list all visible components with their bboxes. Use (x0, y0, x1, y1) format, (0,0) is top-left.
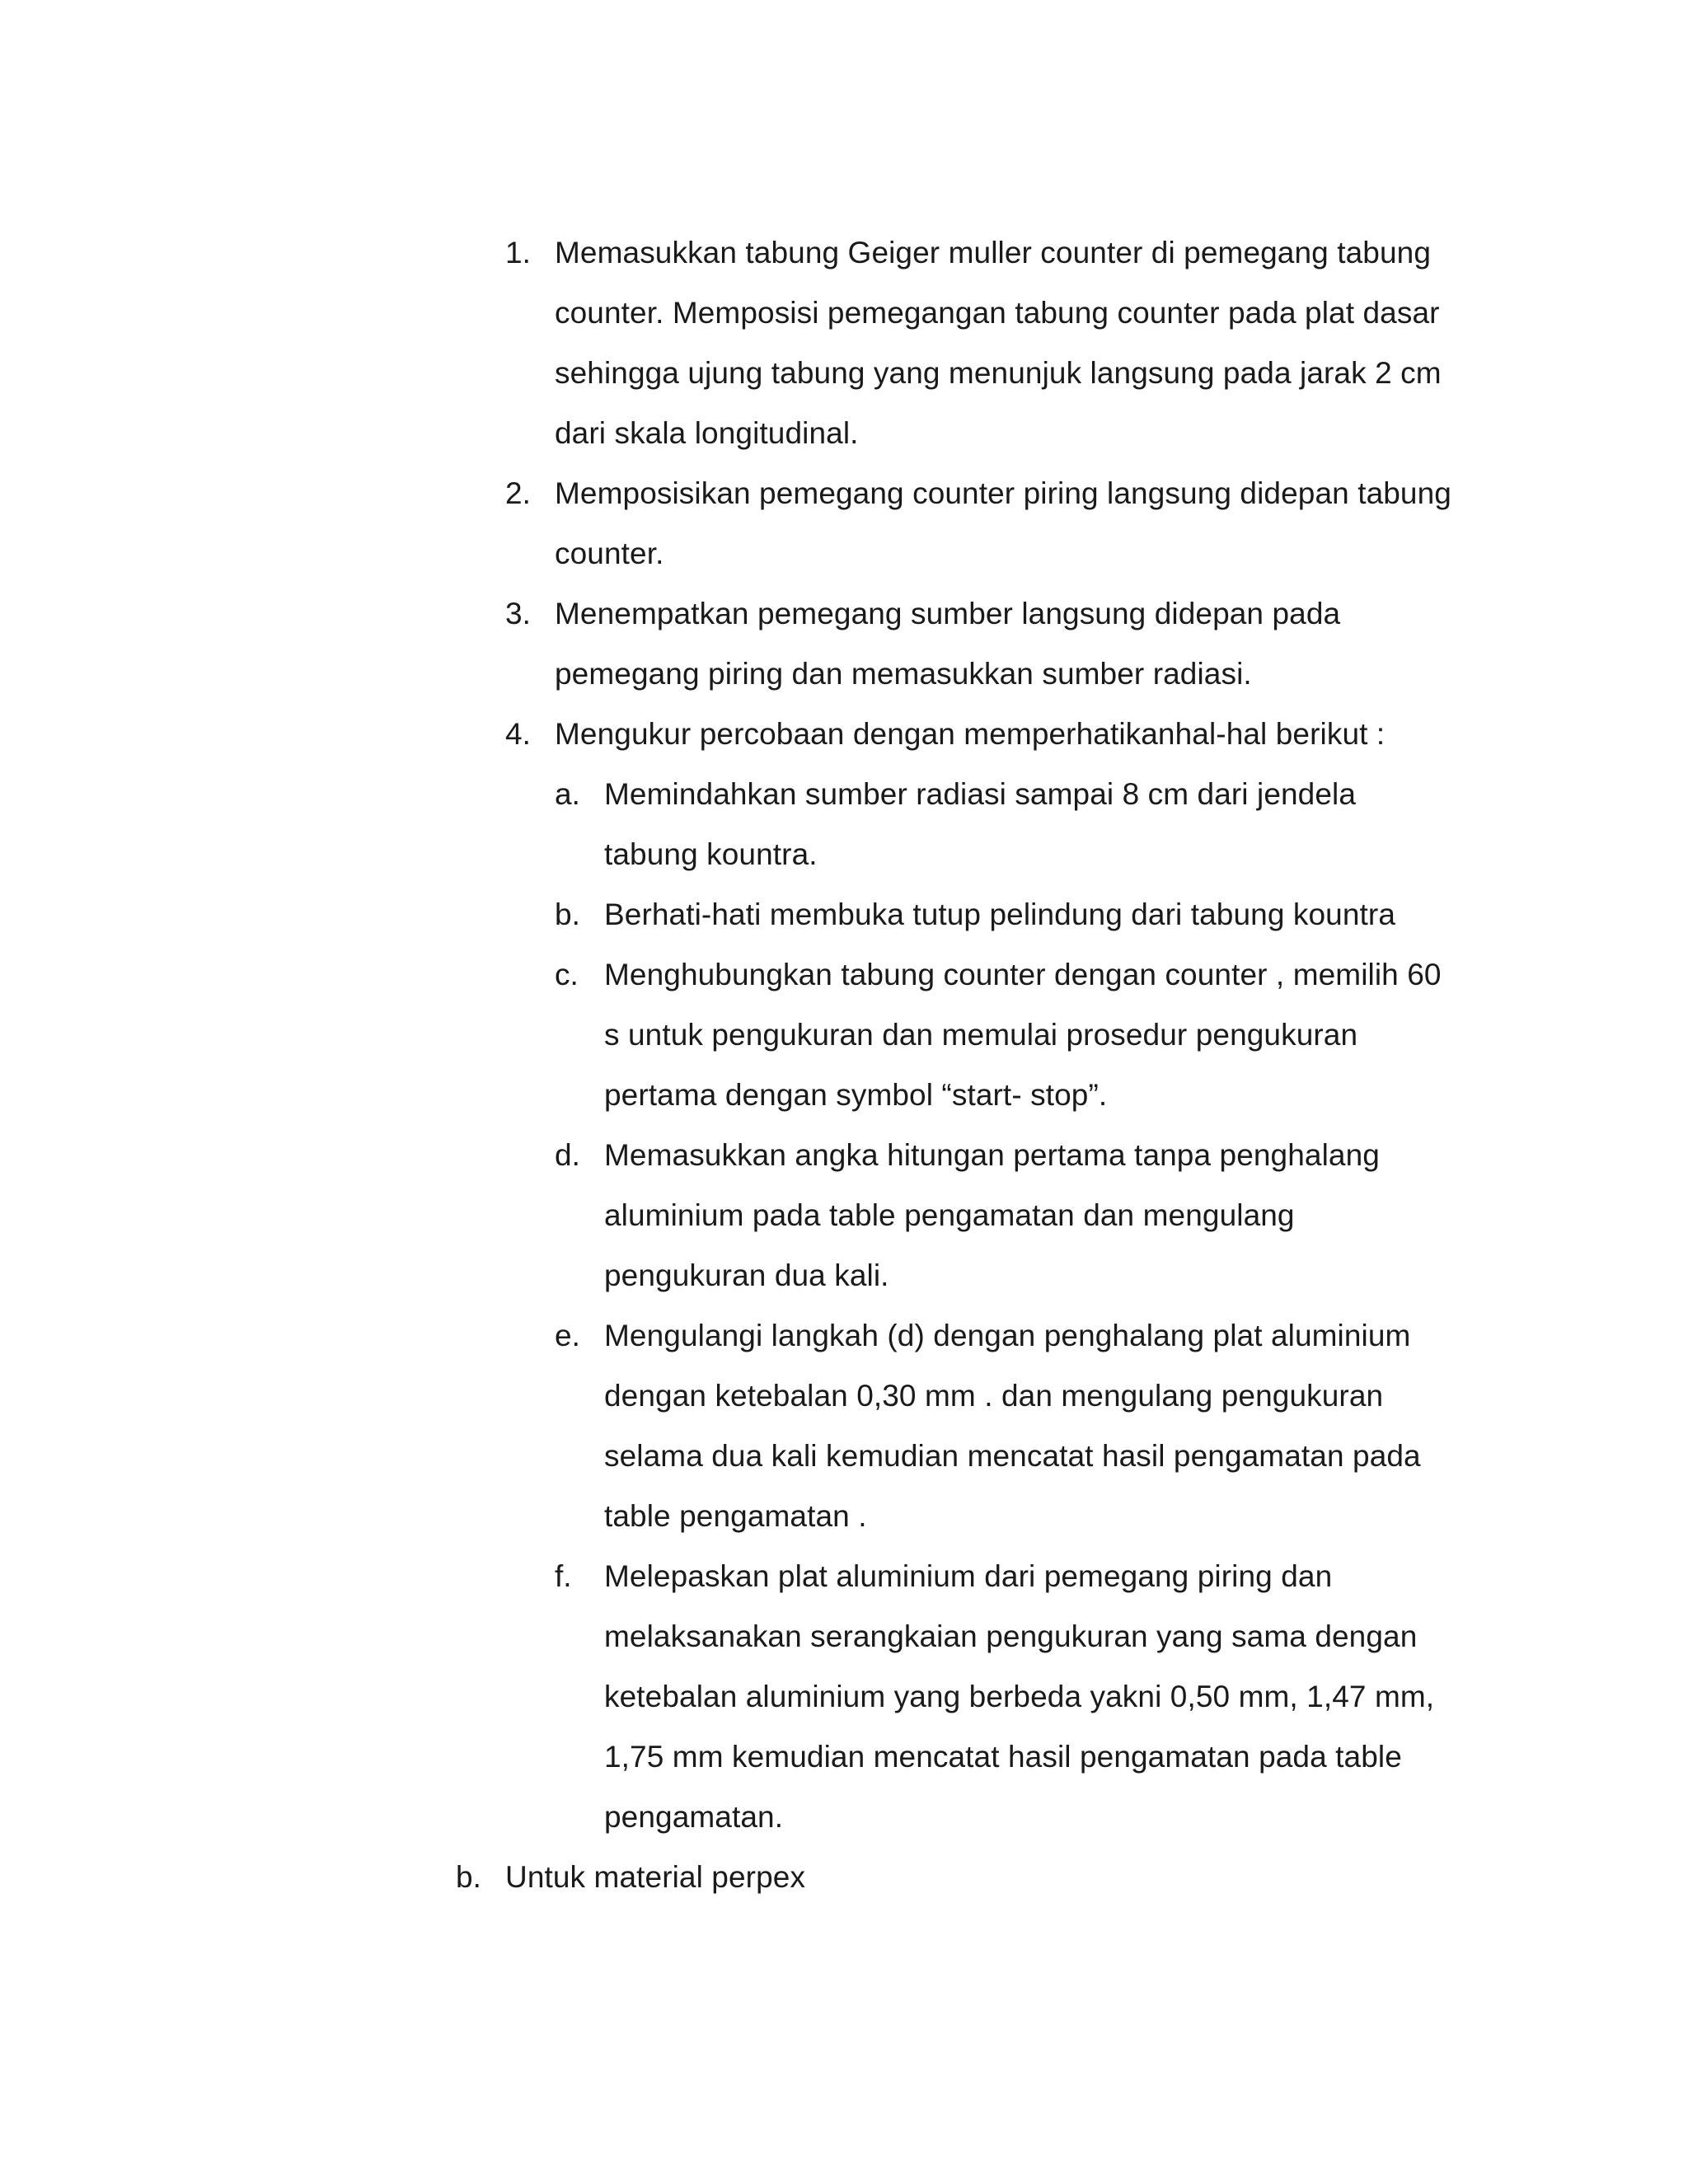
step-4-line-1: Mengukur percobaan dengan memperhatikanhal-hal berikut : (555, 717, 1386, 751)
step-1-line-2: counter. Memposisi pemegangan tabung counter pada plat dasar (555, 296, 1440, 330)
substep-d-line-3: pengukuran dua kali. (604, 1258, 889, 1292)
substep-c-line-2: s untuk pengukuran dan memulai prosedur pengukuran (604, 1018, 1358, 1052)
step-3-line-2: pemegang piring dan memasukkan sumber radiasi. (555, 657, 1252, 691)
substep-f-line-5: pengamatan. (604, 1800, 784, 1834)
substep-f-marker: f. (555, 1559, 572, 1593)
step-1-marker: 1. (505, 236, 531, 269)
step-2-line-1: Memposisikan pemegang counter piring langsung didepan tabung (555, 476, 1451, 510)
substep-e-marker: e. (555, 1319, 580, 1352)
substep-b-line-1: Berhati-hati membuka tutup pelindung dari tabung kountra (604, 898, 1395, 931)
section-b-heading: Untuk material perpex (505, 1860, 806, 1894)
substep-f-line-2: melaksanakan serangkaian pengukuran yang sama dengan (604, 1619, 1418, 1653)
substep-b-marker: b. (555, 898, 580, 931)
substep-c-marker: c. (555, 958, 579, 991)
substep-c-line-1: Menghubungkan tabung counter dengan counter , memilih 60 (604, 958, 1442, 991)
substep-f-line-4: 1,75 mm kemudian mencatat hasil pengamatan pada table (604, 1740, 1402, 1774)
substep-f-line-3: ketebalan aluminium yang berbeda yakni 0,50 mm, 1,47 mm, (604, 1680, 1435, 1713)
substep-d-marker: d. (555, 1138, 580, 1172)
step-1-line-3: sehingga ujung tabung yang menunjuk langsung pada jarak 2 cm (555, 356, 1442, 390)
step-1-line-4: dari skala longitudinal. (555, 416, 859, 450)
step-3-line-1: Menempatkan pemegang sumber langsung didepan pada (555, 597, 1341, 630)
substep-a-line-2: tabung kountra. (604, 837, 818, 871)
step-1-line-1: Memasukkan tabung Geiger muller counter di pemegang tabung (555, 236, 1431, 269)
step-2-line-2: counter. (555, 537, 664, 570)
step-2-marker: 2. (505, 476, 531, 510)
substep-c-line-3: pertama dengan symbol “start- stop”. (604, 1078, 1108, 1112)
substep-e-line-3: selama dua kali kemudian mencatat hasil pengamatan pada (604, 1439, 1421, 1473)
step-4-marker: 4. (505, 717, 531, 751)
substep-d-line-1: Memasukkan angka hitungan pertama tanpa penghalang (604, 1138, 1380, 1172)
section-b-marker: b. (456, 1860, 481, 1894)
step-3-marker: 3. (505, 597, 531, 630)
substep-f-line-1: Melepaskan plat aluminium dari pemegang piring dan (604, 1559, 1333, 1593)
substep-d-line-2: aluminium pada table pengamatan dan mengulang (604, 1198, 1295, 1232)
substep-a-line-1: Memindahkan sumber radiasi sampai 8 cm dari jendela (604, 777, 1357, 811)
substep-e-line-4: table pengamatan . (604, 1499, 867, 1533)
substep-e-line-2: dengan ketebalan 0,30 mm . dan mengulang pengukuran (604, 1379, 1384, 1413)
substep-a-marker: a. (555, 777, 580, 811)
substep-e-line-1: Mengulangi langkah (d) dengan penghalang plat aluminium (604, 1319, 1411, 1352)
